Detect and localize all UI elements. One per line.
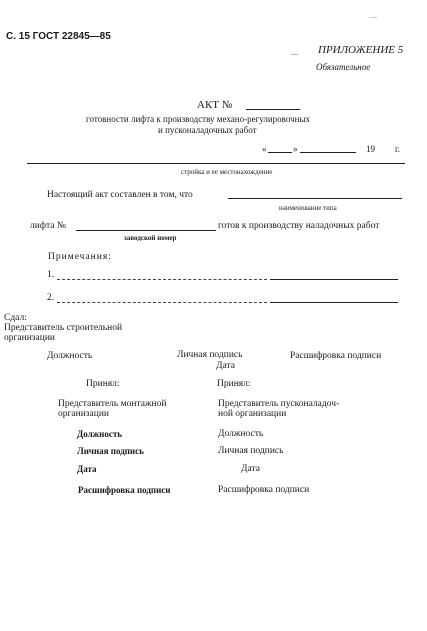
accepted-right-label: Принял:: [217, 379, 251, 389]
type-line: [228, 198, 402, 199]
commissioning-date: Дата: [241, 464, 260, 474]
mounting-rep-line2: организации: [58, 409, 110, 419]
gave-label: Сдал:: [4, 313, 27, 323]
note-2-line: [57, 302, 267, 303]
statement-prefix: Настоящий акт составлен в том, что: [47, 190, 193, 200]
mounting-rep-line1: Представитель монтажной: [58, 399, 167, 409]
builder-date: Дата: [216, 361, 235, 371]
note-2-line-end: [270, 302, 398, 303]
builder-signature: Личная подпись: [177, 350, 243, 360]
site-caption: стройка и ее местонахождение: [181, 168, 273, 176]
act-title: АКТ №: [197, 99, 233, 111]
appendix-title: ПРИЛОЖЕНИЕ 5: [318, 44, 404, 56]
act-subtitle-line2: и пусконаладочных работ: [158, 125, 257, 135]
note-1-line-end: [270, 279, 398, 280]
date-day-line: [268, 152, 292, 153]
page-reference: С. 15 ГОСТ 22845—85: [6, 31, 111, 42]
elevator-prefix: лифта №: [30, 221, 66, 231]
elevator-suffix: готов к производству наладочных работ: [218, 221, 380, 231]
commissioning-transcript: Расшифровка подписи: [218, 485, 310, 495]
mounting-signature: Личная подпись: [77, 446, 144, 456]
year-prefix: 19: [366, 144, 375, 154]
note-1-number: 1.: [47, 270, 55, 280]
appendix-note: Обязательное: [316, 62, 371, 72]
builder-rep-line2: организации: [4, 333, 56, 343]
commissioning-rep-line2: ной организации: [218, 409, 287, 419]
site-line: [27, 163, 405, 164]
factory-caption: заводской номер: [124, 234, 177, 242]
note-1-line: [57, 279, 267, 280]
accepted-left-label: Принял:: [86, 379, 120, 389]
commissioning-signature: Личная подпись: [218, 446, 284, 456]
act-number-line: [246, 109, 300, 110]
builder-rep-line1: Представитель строительной: [4, 323, 123, 333]
factory-number-line: [76, 230, 216, 231]
commissioning-position: Должность: [218, 429, 264, 439]
commissioning-rep-line1: Представитель пусконаладоч-: [218, 399, 340, 409]
type-caption: наименование типа: [279, 204, 337, 212]
builder-position: Должность: [47, 351, 93, 361]
top-mark: —: [369, 12, 377, 21]
date-close-quote: »: [293, 144, 298, 154]
mounting-position: Должность: [77, 429, 123, 439]
act-subtitle-line1: готовности лифта к производству механо-регулировочных: [86, 114, 311, 124]
year-suffix: г.: [395, 144, 400, 154]
mounting-date: Дата: [77, 464, 97, 474]
date-month-line: [300, 152, 356, 153]
mounting-transcript: Расшифровка подписи: [78, 485, 171, 495]
builder-transcript: Расшифровка подписи: [290, 351, 382, 361]
date-open-quote: «: [262, 144, 267, 154]
note-2-number: 2.: [47, 293, 55, 303]
notes-title: Примечания:: [48, 252, 112, 262]
dash-mark: —: [291, 49, 299, 58]
